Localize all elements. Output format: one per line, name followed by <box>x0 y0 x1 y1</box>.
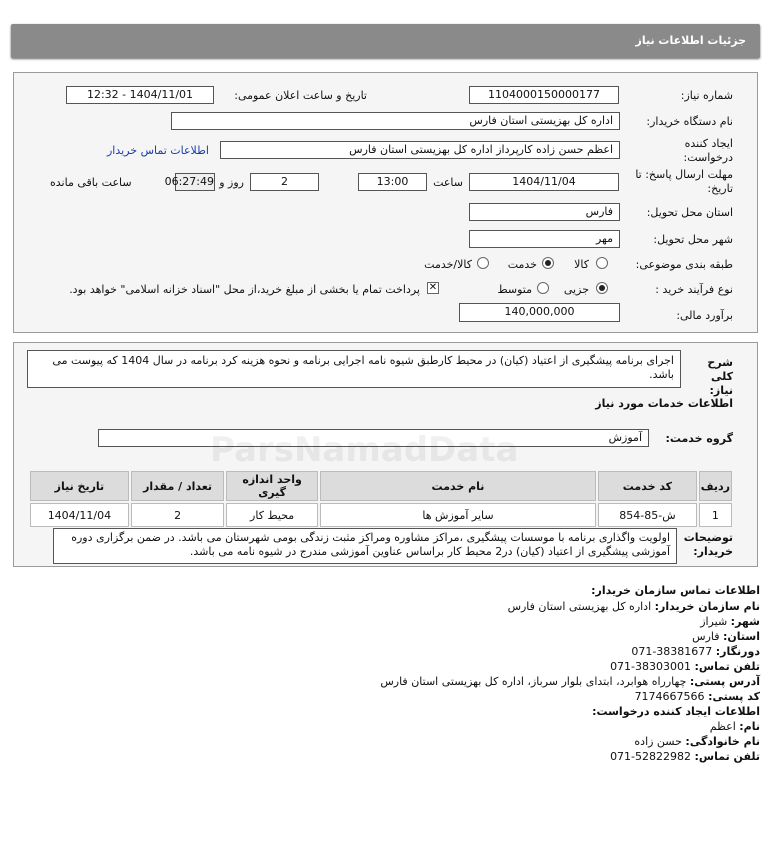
contact-city: شهر: شیراز <box>700 615 760 628</box>
creator-phone: تلفن تماس: 071-52822982 <box>610 750 760 763</box>
process-radio-partial[interactable] <box>596 282 608 294</box>
cell-row-number: 1 <box>699 503 732 527</box>
buyer-notes-label: توضیحات خریدار: <box>683 531 733 558</box>
contact-org: نام سازمان خریدار: اداره کل بهزیستی استان فارس <box>507 600 760 613</box>
contact-title: اطلاعات تماس سازمان خریدار: <box>591 584 760 597</box>
estimate-label: برآورد مالی: <box>676 309 733 322</box>
process-label: نوع فرآیند خرید : <box>655 283 733 296</box>
creator-label: ایجاد کننده درخواست: <box>683 137 733 164</box>
estimate-field: 140,000,000 <box>459 303 620 322</box>
column-row-number: ردیف <box>699 471 732 501</box>
contact-address: آدرس پستی: چهارراه هوابرد، ابتدای بلوار سرباز، اداره کل بهزیستی استان فارس <box>380 675 760 688</box>
category-option-service: خدمت <box>507 258 537 271</box>
payment-note: پرداخت تمام یا بخشی از مبلغ خرید،از محل "اسناد خزانه اسلامی" خواهد بود. <box>69 283 420 296</box>
cell-service-name: سایر آموزش ها <box>320 503 596 527</box>
remaining-label: ساعت باقی مانده <box>50 176 132 189</box>
column-need-date: تاریخ نیاز <box>30 471 129 501</box>
service-group-label: گروه خدمت: <box>665 432 733 445</box>
cell-quantity: 2 <box>131 503 225 527</box>
services-table <box>28 469 734 529</box>
table-header-row <box>30 471 732 501</box>
creator-name: نام: اعظم <box>709 720 760 733</box>
deadline-label: مهلت ارسال پاسخ: تا تاریخ: <box>635 168 733 195</box>
remaining-time-field: 06:27:49 <box>175 173 215 191</box>
process-option-partial: جزیی <box>563 283 589 296</box>
process-option-medium: متوسط <box>497 283 532 296</box>
creator-field: اعظم حسن زاده کارپرداز اداره کل بهزیستی استان فارس <box>220 141 620 159</box>
column-quantity: تعداد / مقدار <box>131 471 225 501</box>
buyer-field: اداره کل بهزیستی استان فارس <box>171 112 620 130</box>
description-label: شرح کلی نیاز: <box>707 356 733 397</box>
cell-need-date: 1404/11/04 <box>30 503 129 527</box>
city-label: شهر محل تحویل: <box>653 233 733 246</box>
service-group-field: آموزش <box>98 429 649 447</box>
province-field: فارس <box>469 203 620 221</box>
announce-field: 1404/11/01 - 12:32 <box>66 86 214 104</box>
province-label: استان محل تحویل: <box>646 206 733 219</box>
category-label: طبقه بندی موضوعی: <box>635 258 733 271</box>
cell-service-code: ش-85-854 <box>598 503 697 527</box>
process-radio-medium[interactable] <box>537 282 549 294</box>
category-radio-goods[interactable] <box>596 257 608 269</box>
creator-title: اطلاعات ایجاد کننده درخواست: <box>592 705 760 718</box>
category-radio-service[interactable] <box>542 257 554 269</box>
column-service-code: کد خدمت <box>598 471 697 501</box>
table-row <box>30 503 732 527</box>
contact-fax: دورنگار: 071-38381677 <box>631 645 760 658</box>
buyer-label: نام دستگاه خریدار: <box>646 115 733 128</box>
column-unit: واحد اندازه گیری <box>226 471 318 501</box>
header-bar <box>11 24 760 58</box>
services-section-title: اطلاعات خدمات مورد نیاز <box>595 397 733 410</box>
category-radio-goods-service[interactable] <box>477 257 489 269</box>
creator-family: نام خانوادگی: حسن زاده <box>634 735 760 748</box>
cell-unit: محیط کار <box>226 503 318 527</box>
announce-label: تاریخ و ساعت اعلان عمومی: <box>234 89 367 102</box>
need-number-label: شماره نیاز: <box>680 89 733 102</box>
need-number-field: 1104000150000177 <box>469 86 619 104</box>
category-option-goods-service: کالا/خدمت <box>424 258 472 271</box>
city-field: مهر <box>469 230 620 248</box>
description-box: اجرای برنامه پیشگیری از اعتیاد (کیان) در محیط کارطبق شیوه نامه اجرایی برنامه و نحوه هزینه کرد برنامه در سال 1404 که پیوست می باشد. <box>27 350 681 388</box>
contact-province: استان: فارس <box>692 630 760 643</box>
deadline-date-field: 1404/11/04 <box>469 173 619 191</box>
treasury-checkbox[interactable]: ✕ <box>428 282 438 293</box>
days-field: 2 <box>250 173 319 191</box>
category-option-goods: کالا <box>574 258 589 271</box>
days-label: روز و <box>219 176 244 189</box>
contact-buyer-link[interactable]: اطلاعات تماس خریدار <box>107 144 209 157</box>
contact-phone: تلفن تماس: 071-38303001 <box>610 660 760 673</box>
page-title: جزئیات اطلاعات نیاز <box>635 34 746 47</box>
deadline-time-field: 13:00 <box>358 173 427 191</box>
time-label: ساعت <box>433 176 463 189</box>
column-service-name: نام خدمت <box>320 471 596 501</box>
contact-postal: کد پستی: 7174667566 <box>634 690 760 703</box>
buyer-notes-box: اولویت واگذاری برنامه با موسسات پیشگیری ،مراکز مشاوره ومراکز مثبت زندگی بومی شهرستان می باشد. در ضمن برگزاری دوره آموزشی پیشگیری از اعتیاد (کیان) در2 محیط کار براساس عناوین آموزشی مندرج در شیوه نامه می باشد. <box>53 528 677 564</box>
